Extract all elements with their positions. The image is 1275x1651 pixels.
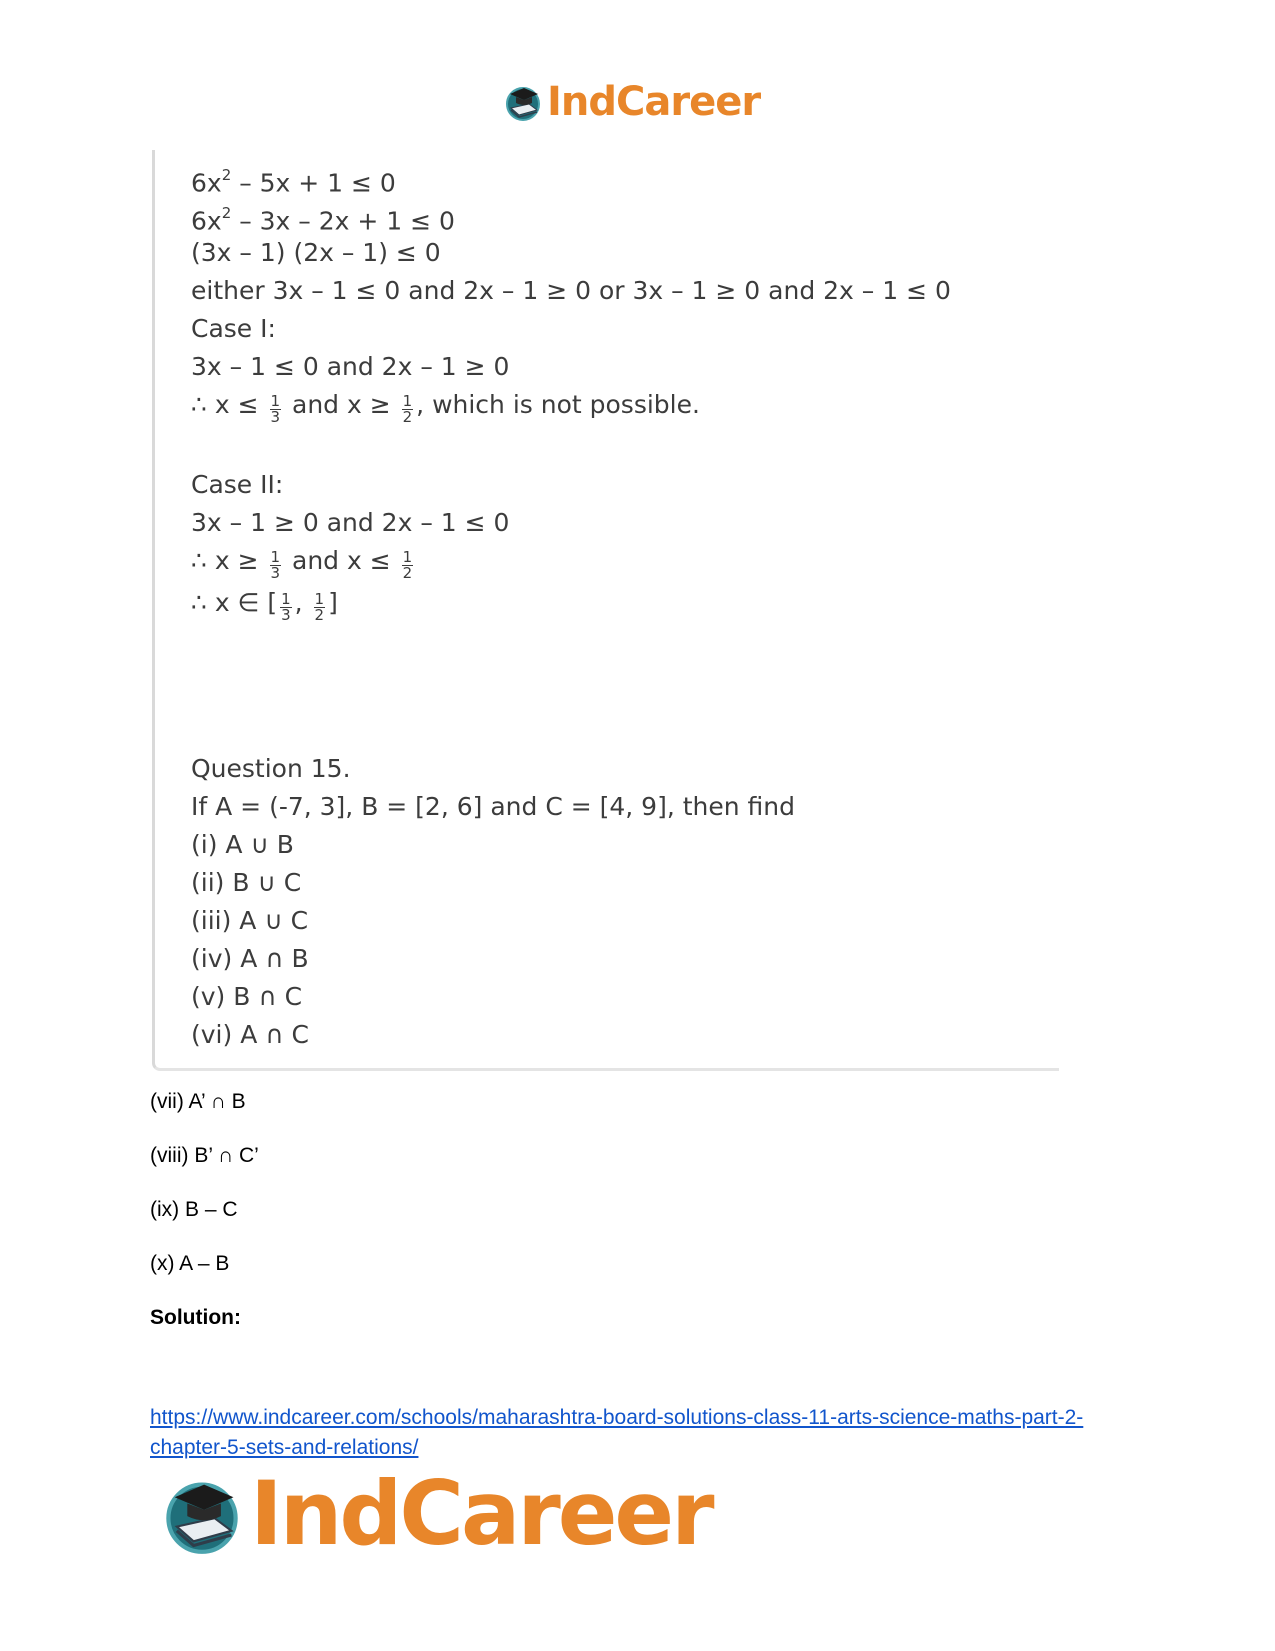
solution-label: Solution: xyxy=(150,1306,241,1329)
math-line: ∴ x ≥ $\frac{1}{3}$ and x ≤ $\frac{1}{2}$ xyxy=(191,546,413,582)
question-part: (x) A – B xyxy=(150,1252,230,1275)
header-logo xyxy=(503,79,761,125)
question-part: (v) B ∩ C xyxy=(191,982,303,1011)
math-line: $6x^2 - 3x - 2x + 1 \le 0$ xyxy=(191,204,455,236)
logo-wordmark: IndCareer xyxy=(547,79,761,125)
solution-screenshot xyxy=(152,150,1059,1071)
question-title: Question 15. xyxy=(191,754,351,783)
question-part: (vi) A ∩ C xyxy=(191,1020,309,1049)
question-part: (i) A ∪ B xyxy=(191,830,294,859)
question-part: (ii) B ∪ C xyxy=(191,868,302,897)
question-part: (iii) A ∪ C xyxy=(191,906,309,935)
case-heading: Case I: xyxy=(191,314,276,343)
math-line: either 3x – 1 ≤ 0 and 2x – 1 ≥ 0 or 3x – 1 ≥ 0 and 2x – 1 ≤ 0 xyxy=(191,276,951,305)
case-heading: Case II: xyxy=(191,470,284,499)
math-line: $6x^2 - 5x + 1 \le 0$ xyxy=(191,166,396,198)
question-statement: If A = (-7, 3], B = [2, 6] and C = [4, 9], then find xyxy=(191,792,796,821)
question-part: (iv) A ∩ B xyxy=(191,944,309,973)
math-line: ∴ x ≤ $\frac{1}{3}$ and x ≥ $\frac{1}{2}$ , which is not possible. xyxy=(191,390,700,426)
math-line: 3x – 1 ≤ 0 and 2x – 1 ≥ 0 xyxy=(191,352,510,381)
graduation-cap-book-icon xyxy=(503,82,543,122)
footer-logo xyxy=(160,1462,712,1565)
math-line: ∴ x ∈ [ $\frac{1}{3}$ , $\frac{1}{2}$ ] xyxy=(191,588,338,624)
logo-wordmark: IndCareer xyxy=(250,1462,712,1565)
graduation-cap-book-icon xyxy=(160,1472,244,1556)
question-part: (vii) A’ ∩ B xyxy=(150,1090,246,1113)
math-line: 3x – 1 ≥ 0 and 2x – 1 ≤ 0 xyxy=(191,508,510,537)
question-part: (ix) B – C xyxy=(150,1198,238,1221)
question-part: (viii) B’ ∩ C’ xyxy=(150,1144,259,1167)
math-line: (3x – 1) (2x – 1) ≤ 0 xyxy=(191,238,441,267)
source-link[interactable]: https://www.indcareer.com/schools/maharashtra-board-solutions-class-11-arts-science-maths-part-2-chapter-5-sets-and-relations/ xyxy=(150,1406,1084,1459)
